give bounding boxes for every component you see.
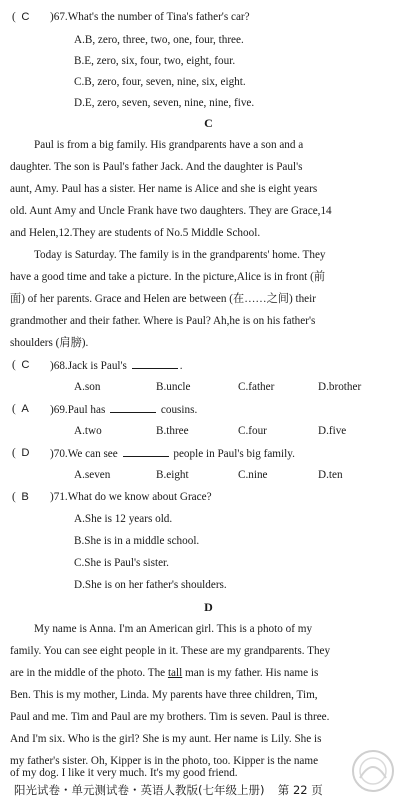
q69-answer: ( A [12,403,29,415]
q69-option-a: A.two [74,425,102,437]
q71-option-d: D.She is on her father's shoulders. [74,579,227,591]
q67-option-c: C.B, zero, four, seven, nine, six, eight. [74,76,246,88]
q67-option-b: B.E, zero, six, four, two, eight, four. [74,55,236,67]
underlined-word-tall: tall [167,667,183,679]
q71-stem: )71.What do we know about Grace? [50,491,212,503]
q70-option-b: B.eight [156,469,189,481]
c-para2-line3: 面) of her parents. Grace and Helen are between (在……之间) their [10,293,316,305]
q70-option-a: A.seven [74,469,111,481]
q69-option-c: C.four [238,425,267,437]
page-number: 第 22 页 [277,783,323,797]
d-line6: And I'm six. Who is the girl? She is my aunt. Her name is Lily. She is [10,733,322,745]
q71-option-a: A.She is 12 years old. [74,513,173,525]
q68-answer: ( C [12,359,30,371]
c-para2-line5: shoulders (肩膀). [10,337,89,349]
q69-blank[interactable] [110,402,156,413]
c-para1-line4: old. Aunt Amy and Uncle Frank have two daughters. They are Grace,14 [10,205,332,217]
c-para1-line3: aunt, Amy. Paul has a sister. Her name is Alice and she is eight years [10,183,318,195]
q68-option-d: D.brother [318,381,362,393]
q68-option-c: C.father [238,381,275,393]
q70-answer: ( D [12,447,30,459]
q67-answer: ( C [12,11,30,23]
section-d-heading: D [204,600,213,614]
q69-option-d: D.five [318,425,347,437]
c-para1-line5: and Helen,12.They are students of No.5 Middle School. [10,227,261,239]
q71-option-b: B.She is in a middle school. [74,535,200,547]
q69-stem: )69.Paul has cousins. [50,404,198,416]
q68-stem: )68.Jack is Paul's . [50,360,183,372]
d-line5: Paul and me. Tim and Paul are my brothers. Tim is seven. Paul is three. [10,711,330,723]
d-line1: My name is Anna. I'm an American girl. This is a photo of my [34,623,313,635]
section-c-heading: C [204,116,213,130]
d-line4: Ben. This is my mother, Linda. My parents have three children, Tim, [10,689,318,701]
c-para1-line2: daughter. The son is Paul's father Jack. And the daughter is Paul's [10,161,303,173]
q70-option-c: C.nine [238,469,268,481]
watermark-stamp-icon [338,748,408,794]
q67-option-d: D.E, zero, seven, seven, nine, nine, five. [74,97,255,109]
c-para2-line2: have a good time and take a picture. In the picture,Alice is in front (前 [10,271,326,283]
d-line3: are in the middle of the photo. The tall man is my father. His name is [10,667,319,679]
q70-stem: )70.We can see people in Paul's big family. [50,448,295,460]
q68-blank[interactable] [132,358,178,369]
page-footer [14,783,323,797]
d-line8: of my dog. I like it very much. It's my good friend. [10,767,238,779]
q70-blank[interactable] [123,446,169,457]
c-para1-line1: Paul is from a big family. His grandparents have a son and a [34,139,304,151]
d-line2: family. You can see eight people in it. These are my grandparents. They [10,645,331,657]
q67-stem: )67.What's the number of Tina's father's car? [50,11,250,23]
q67-option-a: A.B, zero, three, two, one, four, three. [74,34,244,46]
q71-option-c: C.She is Paul's sister. [74,557,169,569]
q71-answer: ( B [12,491,29,503]
d-line7: my father's sister. Oh, Kipper is in the photo, too. Kipper is the name [10,755,319,767]
q68-option-a: A.son [74,381,101,393]
c-para2-line4: grandmother and their father. Where is Paul? Ah,he is on his father's [10,315,316,327]
footer-title: 阳光试卷・单元测试卷・英语人教版(七年级上册) [14,783,265,797]
c-para2-line1: Today is Saturday. The family is in the grandparents' home. They [34,249,326,261]
q68-option-b: B.uncle [156,381,191,393]
q70-option-d: D.ten [318,469,343,481]
q69-option-b: B.three [156,425,189,437]
